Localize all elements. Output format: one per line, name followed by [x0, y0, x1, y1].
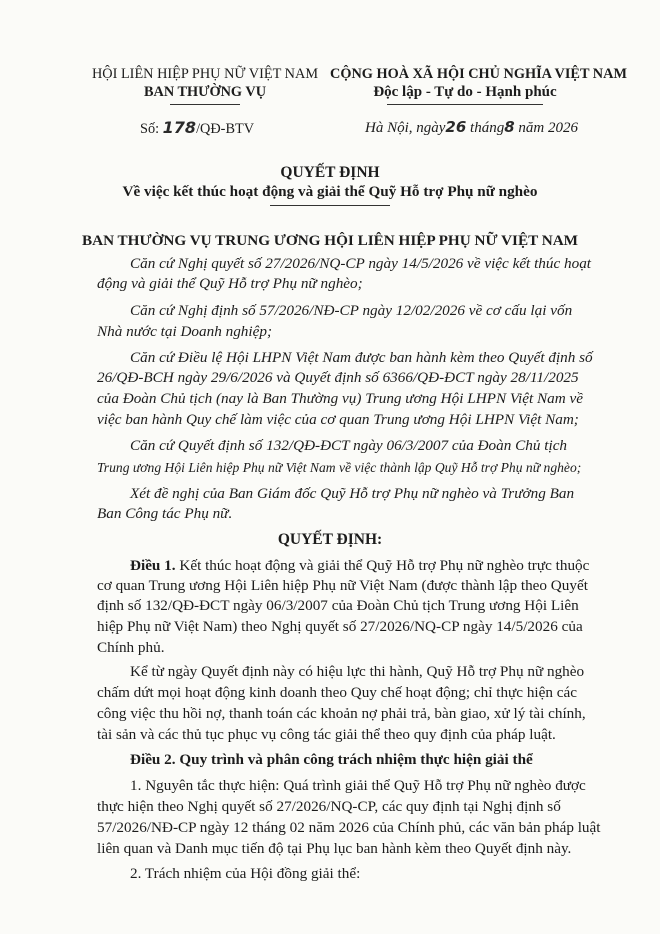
issuing-authority: BAN THƯỜNG VỤ TRUNG ƯƠNG HỘI LIÊN HIỆP PHỤ NỮ VIỆT NAM [81, 232, 579, 249]
subject-underline [270, 205, 390, 206]
preamble-line: Căn cứ Nghị quyết số 27/2026/NQ-CP ngày 14/5/2026 về việc kết thúc hoạt [130, 255, 592, 272]
article1-line: định số 132/QĐ-ĐCT ngày 06/3/2007 của Đoàn Chủ tịch Trung ương Hội Liên [97, 597, 579, 614]
org-name: HỘI LIÊN HIỆP PHỤ NỮ VIỆT NAM [91, 66, 319, 82]
preamble-line: Căn cứ Quyết định số 132/QĐ-ĐCT ngày 06/3/2007 của Đoàn Chủ tịch [130, 437, 568, 454]
number-prefix: Số: [140, 121, 160, 137]
article1-line: hiệp Phụ nữ Việt Nam) theo Nghị quyết số 27/2026/NQ-CP ngày 14/5/2026 của [97, 618, 583, 635]
preamble-line: Căn cứ Điều lệ Hội LHPN Việt Nam được ban hành kèm theo Quyết định số [130, 349, 593, 366]
nation-motto: Độc lập - Tự do - Hạnh phúc [373, 84, 557, 100]
article1-line: Kể từ ngày Quyết định này có hiệu lực thi hành, Quỹ Hỗ trợ Phụ nữ nghèo [130, 663, 585, 680]
article2-line: 2. Trách nhiệm của Hội đồng giải thể: [130, 865, 361, 882]
article2-line: 1. Nguyên tắc thực hiện: Quá trình giải thể Quỹ Hỗ trợ Phụ nữ nghèo được [130, 777, 586, 794]
article2-line: thực hiện theo Nghị quyết số 27/2026/NQ-CP, các quy định tại Nghị định số [97, 798, 561, 815]
preamble-line: của Đoàn Chủ tịch (nay là Ban Thường vụ) Trung ương Hội LHPN Việt Nam về [97, 390, 583, 407]
document-number [140, 118, 254, 138]
decision-subject: Về việc kết thúc hoạt động và giải thể Quỹ Hỗ trợ Phụ nữ nghèo [122, 183, 538, 200]
article1-line: cơ quan Trung ương Hội Liên hiệp Phụ nữ Việt Nam (được thành lập theo Quyết [97, 577, 588, 594]
org-department: BAN THƯỜNG VỤ [143, 84, 267, 100]
number-suffix: /QĐ-BTV [196, 121, 255, 137]
nation-name: CỘNG HOÀ XÃ HỘI CHỦ NGHĨA VIỆT NAM [330, 66, 627, 82]
article2-heading: Điều 2. Quy trình và phân công trách nhiệm thực hiện giải thể [130, 751, 533, 768]
article2-line: liên quan và Danh mục tiến độ tại Phụ lục ban hành kèm theo Quyết định này. [97, 840, 572, 857]
preamble-line: Nhà nước tại Doanh nghiệp; [97, 323, 272, 340]
date-prefix: Hà Nội, ngày [365, 120, 446, 136]
date-year: năm 2026 [518, 120, 578, 136]
article1-line: tài sản và các thủ tục phục vụ công tác giải thể theo quy định của pháp luật. [97, 726, 556, 743]
document-date [365, 118, 578, 137]
decision-heading: QUYẾT ĐỊNH: [277, 531, 383, 548]
motto-underline [387, 104, 543, 105]
preamble-line: 26/QĐ-BCH ngày 29/6/2026 và Quyết định số 6366/QĐ-ĐCT ngày 28/11/2025 [97, 369, 579, 386]
preamble-line: việc ban hành Quy chế làm việc của cơ quan Trung ương Hội LHPN Việt Nam; [97, 411, 579, 428]
article1-text: Kết thúc hoạt động và giải thể Quỹ Hỗ trợ Phụ nữ nghèo trực thuộc [175, 557, 590, 574]
preamble-line: Xét đề nghị của Ban Giám đốc Quỹ Hỗ trợ Phụ nữ nghèo và Trưởng Ban [130, 485, 575, 502]
date-month-label: tháng [470, 120, 505, 136]
article1-label: Điều 1. [130, 557, 176, 574]
org-underline [170, 104, 240, 105]
preamble-line: động và giải thể Quỹ Hỗ trợ Phụ nữ nghèo; [97, 275, 363, 292]
preamble-line: Trung ương Hội Liên hiệp Phụ nữ Việt Nam về việc thành lập Quỹ Hỗ trợ Phụ nữ nghèo; [97, 460, 582, 475]
article1-line: công việc thu hồi nợ, thanh toán các khoản nợ phải trả, bàn giao, xử lý tài chính, [97, 705, 586, 722]
preamble-line: Ban Công tác Phụ nữ. [97, 505, 233, 522]
number-handwritten: 178 [162, 118, 197, 137]
article2-line: 57/2026/NĐ-CP ngày 12 tháng 02 năm 2026 của Chính phủ, các văn bản pháp luật [97, 819, 601, 836]
article1-line: chấm dứt mọi hoạt động kinh doanh theo Quy chế hoạt động; chỉ thực hiện các [97, 684, 577, 701]
article1-line: Chính phủ. [97, 639, 165, 656]
preamble-line: Căn cứ Nghị định số 57/2026/NĐ-CP ngày 12/02/2026 về cơ cấu lại vốn [130, 302, 573, 319]
date-day: 26 [445, 118, 467, 136]
date-month: 8 [504, 118, 515, 136]
article1-first-line [130, 556, 589, 575]
decision-title: QUYẾT ĐỊNH [280, 164, 380, 181]
